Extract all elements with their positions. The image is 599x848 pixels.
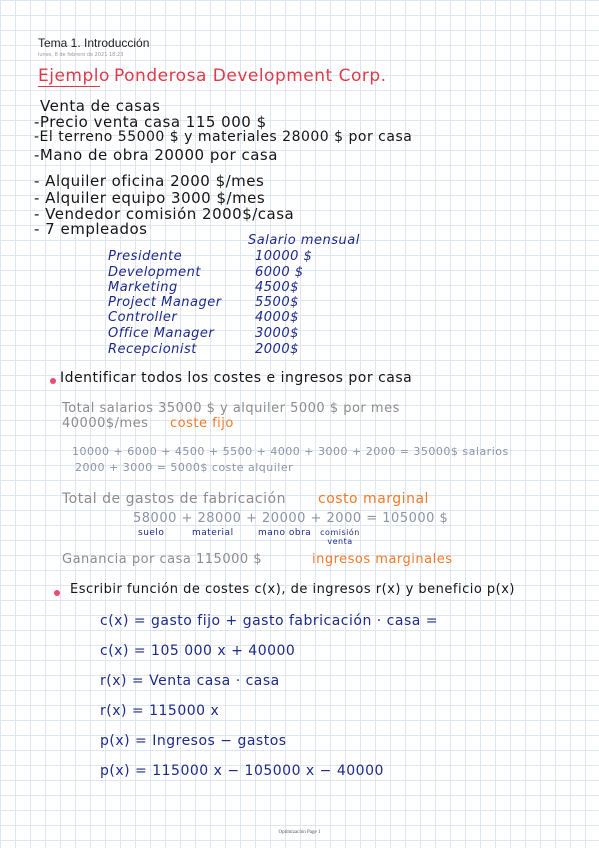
page-timestamp: lunes, 8 de febrero de 2021 18:23 bbox=[38, 52, 124, 58]
fixed-cost-label: coste fijo bbox=[170, 416, 234, 431]
formula-line: c(x) = gasto fijo + gasto fabricación · casa = bbox=[100, 613, 438, 629]
marginal-cost-label: costo marginal bbox=[318, 491, 429, 507]
salary-value: 4000$ bbox=[255, 310, 299, 325]
bullet-icon bbox=[54, 590, 60, 596]
salary-role: Marketing bbox=[108, 280, 178, 295]
page-title: Tema 1. Introducción bbox=[38, 36, 150, 50]
bullet-icon bbox=[50, 378, 56, 384]
cost-line: - Vendedor comisión 2000$/casa bbox=[34, 205, 295, 223]
profit-label: Ganancia por casa 115000 $ bbox=[62, 552, 263, 567]
example-underline bbox=[38, 86, 100, 87]
manufacturing-sum: 58000 + 28000 + 20000 + 2000 = 105000 $ bbox=[133, 511, 449, 526]
manufacturing-part: mano obra bbox=[258, 528, 312, 538]
salary-value: 10000 $ bbox=[255, 249, 313, 264]
example-label: Ejemplo bbox=[38, 66, 110, 86]
salary-role: Development bbox=[108, 265, 202, 280]
total-salaries-line: Total salarios 35000 $ y alquiler 5000 $ por mes bbox=[62, 401, 400, 416]
sales-line: -El terreno 55000 $ y materiales 28000 $ por casa bbox=[34, 129, 413, 145]
example-company: Ponderosa Development Corp. bbox=[114, 66, 387, 86]
formula-line: r(x) = Venta casa · casa bbox=[100, 673, 280, 689]
task1-text: Identificar todos los costes e ingresos por casa bbox=[60, 370, 413, 386]
salary-sum: 10000 + 6000 + 4500 + 5500 + 4000 + 3000 + 2000 = 35000$ salarios bbox=[72, 445, 509, 458]
formula-line: p(x) = 115000 x − 105000 x − 40000 bbox=[100, 763, 384, 779]
salary-role: Controller bbox=[108, 310, 178, 325]
cost-line: - Alquiler oficina 2000 $/mes bbox=[34, 172, 265, 190]
manufacturing-label: Total de gastos de fabricación bbox=[62, 491, 286, 507]
formula-line: r(x) = 115000 x bbox=[100, 703, 220, 719]
salary-role: Office Manager bbox=[108, 326, 215, 341]
salary-value: 2000$ bbox=[255, 342, 299, 357]
rent-sum: 2000 + 3000 = 5000$ coste alquiler bbox=[75, 461, 294, 474]
salary-value: 5500$ bbox=[255, 295, 299, 310]
sales-heading: Venta de casas bbox=[40, 97, 161, 115]
sales-line: -Mano de obra 20000 por casa bbox=[34, 146, 278, 164]
cost-line: - Alquiler equipo 3000 $/mes bbox=[34, 189, 266, 207]
salary-value: 4500$ bbox=[255, 280, 299, 295]
marginal-income-label: ingresos marginales bbox=[312, 552, 453, 567]
salary-value: 6000 $ bbox=[255, 265, 304, 280]
sales-line: -Precio venta casa 115 000 $ bbox=[34, 113, 267, 131]
salary-role: Project Manager bbox=[108, 295, 222, 310]
manufacturing-part: suelo bbox=[138, 528, 165, 538]
salary-value: 3000$ bbox=[255, 326, 299, 341]
formula-line: c(x) = 105 000 x + 40000 bbox=[100, 643, 296, 659]
salary-role: Recepcionist bbox=[108, 342, 197, 357]
task2-text: Escribir función de costes c(x), de ingresos r(x) y beneficio p(x) bbox=[70, 582, 516, 597]
manufacturing-part: comisión venta bbox=[320, 528, 360, 546]
salary-table-header: Salario mensual bbox=[248, 233, 360, 248]
salary-role: Presidente bbox=[108, 249, 183, 264]
formula-line: p(x) = Ingresos − gastos bbox=[100, 733, 287, 749]
manufacturing-part: material bbox=[192, 528, 234, 538]
total-monthly: 40000$/mes bbox=[62, 416, 149, 431]
page-footer: Optimización Page 1 bbox=[278, 830, 321, 835]
cost-line: - 7 empleados bbox=[34, 220, 148, 238]
